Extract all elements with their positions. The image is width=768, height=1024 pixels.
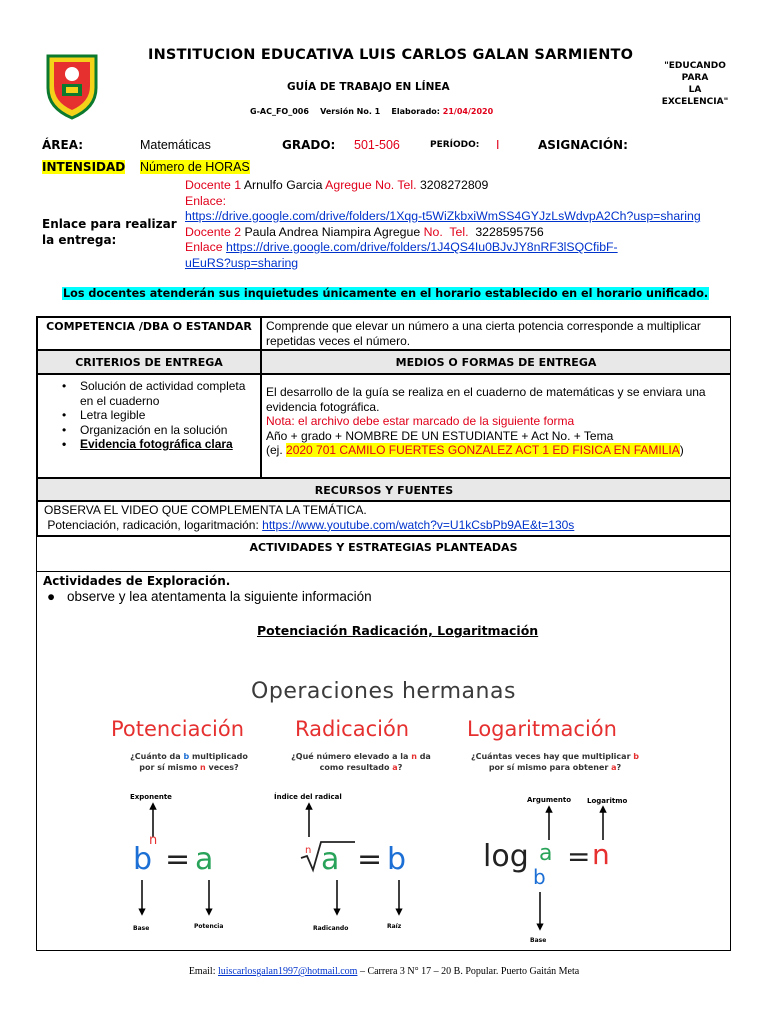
activities-header: ACTIVIDADES Y ESTRATEGIAS PLANTEADAS bbox=[37, 537, 730, 572]
log-equals: = bbox=[567, 840, 591, 873]
medios-text: El desarrollo de la guía se realiza en el cuaderno de matemáticas y se enviara una evidencia fotográfica. bbox=[266, 385, 706, 414]
recursos-line1: OBSERVA EL VIDEO QUE COMPLEMENTA LA TEMÁTICA. bbox=[44, 503, 367, 517]
rad-root-b: b bbox=[387, 842, 407, 877]
logaritmo-label: Logaritmo bbox=[587, 797, 628, 805]
criterio-item: • Organización en la solución bbox=[52, 423, 252, 438]
footer-address: – Carrera 3 N° 17 – 20 B. Popular. Puerto Gaitán Meta bbox=[359, 966, 580, 977]
medios-formato: Año + grado + NOMBRE DE UN ESTUDIANTE + Act No. + Tema bbox=[266, 428, 614, 443]
medios-label: MEDIOS O FORMAS DE ENTREGA bbox=[261, 350, 731, 374]
log-word: log bbox=[483, 839, 529, 874]
rad-radicando-label: Radicando bbox=[313, 925, 349, 932]
criterio-item: • Evidencia fotográfica clara bbox=[52, 437, 252, 452]
criterios-list-cell bbox=[37, 374, 261, 478]
log-arg-a: a bbox=[539, 841, 553, 866]
rad-index-n: n bbox=[305, 845, 312, 856]
activities-section bbox=[36, 536, 731, 951]
docentes-block bbox=[185, 178, 725, 271]
area-label: ÁREA: bbox=[42, 138, 84, 152]
pot-exp-n: n bbox=[149, 833, 158, 848]
guide-title: GUÍA DE TRABAJO EN LÍNEA bbox=[287, 81, 450, 93]
log-base-b: b bbox=[533, 865, 546, 889]
radicacion-question: ¿Qué número elevado a la n da como resultado a? bbox=[291, 752, 431, 772]
area-value: Matemáticas bbox=[140, 138, 211, 152]
enlace2-link-continued[interactable]: uEuRS?usp=sharing bbox=[185, 255, 299, 270]
log-base-label: Base bbox=[530, 937, 547, 944]
periodo-label: PERÍODO: bbox=[430, 140, 480, 150]
info-row bbox=[42, 138, 742, 154]
school-motto: "EDUCANDO PARA LA EXCELENCIA" bbox=[661, 61, 729, 107]
rad-radicand-a: a bbox=[321, 842, 340, 877]
criteria-table bbox=[36, 316, 731, 536]
footer-email-label: Email: bbox=[188, 966, 216, 977]
asignacion-label: ASIGNACIÓN: bbox=[538, 138, 628, 152]
document-code: G-AC_FO_006 bbox=[250, 107, 309, 116]
pot-potencia-label: Potencia bbox=[194, 923, 224, 930]
competencia-text: Comprende que elevar un número a una cierta potencia corresponde a multiplicar repetidas veces el número. bbox=[261, 317, 731, 350]
pot-base-label: Base bbox=[133, 925, 150, 932]
docente1-line: Docente 1 Arnulfo Garcia Agregue No. Tel. 3208272809 bbox=[185, 178, 489, 192]
potenciacion-title: Potenciación bbox=[111, 717, 245, 741]
radicacion-title: Radicación bbox=[295, 717, 410, 741]
enlace1-label: Enlace: bbox=[185, 193, 227, 208]
school-shield-logo bbox=[44, 50, 100, 120]
youtube-link[interactable]: https://www.youtube.com/watch?v=U1kCsbPb9AE&t=130s bbox=[262, 517, 575, 532]
exploracion-title: Actividades de Exploración. bbox=[43, 574, 231, 588]
footer-email-link[interactable]: luiscarlosgalan1997@hotmail.com bbox=[217, 966, 358, 977]
intensidad-value: Número de HORAS bbox=[140, 160, 250, 174]
criterio-item: • Solución de actividad completa en el cuaderno bbox=[52, 379, 252, 408]
logaritmacion-question: ¿Cuántas veces hay que multiplicar b por sí mismo para obtener a? bbox=[470, 752, 640, 772]
rad-equals: = bbox=[357, 842, 383, 877]
elaborado-date: 21/04/2020 bbox=[442, 107, 494, 116]
intensidad-label: INTENSIDAD bbox=[42, 160, 126, 174]
page-footer bbox=[0, 966, 768, 977]
recursos-label: RECURSOS Y FUENTES bbox=[37, 478, 731, 501]
argumento-label: Argumento bbox=[527, 796, 572, 804]
docente2-line: Docente 2 Paula Andrea Niampira Agregue No. Tel. 3228595756 bbox=[185, 224, 544, 239]
enlace1-link[interactable]: https://drive.google.com/drive/folders/1Xqg-t5WiZkbxiWmSS4GYJzLsWdvpA2Ch?usp=sharing bbox=[185, 209, 701, 223]
enlace2-link[interactable]: https://drive.google.com/drive/folders/1J4QS4Iu0BJvJY8nRF3lSQCfibF- bbox=[226, 240, 618, 254]
pot-result-a: a bbox=[195, 842, 214, 877]
formulas-diagram bbox=[37, 782, 729, 952]
enlace-label: Enlace para realizar la entrega: bbox=[42, 217, 177, 247]
document-version: Versión No. 1 bbox=[320, 107, 381, 116]
pot-equals: = bbox=[165, 842, 191, 877]
medios-nota: Nota: el archivo debe estar marcado de la siguiente forma bbox=[266, 414, 575, 428]
recursos-cell bbox=[37, 501, 731, 537]
periodo-value: I bbox=[496, 138, 500, 152]
log-result-n: n bbox=[592, 838, 610, 871]
criterio-item: • Letra legible bbox=[52, 408, 252, 423]
document-code-line bbox=[250, 107, 493, 116]
logaritmacion-title: Logaritmación bbox=[467, 717, 617, 741]
medios-ejemplo: (ej. 2020 701 CAMILO FUERTES GONZALEZ ACT 1 ED FISICA EN FAMILIA) bbox=[266, 443, 684, 457]
grado-label: GRADO: bbox=[282, 138, 336, 152]
indice-label: Índice del radical bbox=[274, 793, 342, 801]
rad-raiz-label: Raíz bbox=[387, 923, 402, 930]
elaborado-label: Elaborado: bbox=[391, 107, 440, 116]
medios-cell bbox=[261, 374, 731, 478]
criterios-label: CRITERIOS DE ENTREGA bbox=[37, 350, 261, 374]
pot-base-b: b bbox=[133, 842, 153, 877]
enlace2-label: Enlace bbox=[185, 240, 223, 254]
institution-title: INSTITUCION EDUCATIVA LUIS CARLOS GALAN SARMIENTO bbox=[148, 47, 634, 63]
competencia-label: COMPETENCIA /DBA O ESTANDAR bbox=[37, 317, 261, 350]
recursos-line2-prefix: Potenciación, radicación, logaritmación: bbox=[47, 517, 259, 532]
activities-subtitle: Potenciación Radicación, Logaritmación bbox=[257, 623, 539, 638]
exponente-label: Exponente bbox=[130, 793, 172, 801]
infographic-title: Operaciones hermanas bbox=[251, 679, 516, 704]
grado-value: 501-506 bbox=[354, 138, 400, 152]
potenciacion-question: ¿Cuánto da b multiplicado por sí mismo n veces? bbox=[130, 752, 248, 772]
exploracion-bullet: ● observe y lea atentamenta la siguiente información bbox=[47, 589, 372, 604]
schedule-notice: Los docentes atenderán sus inquietudes únicamente en el horario establecido en el horario unificado. bbox=[63, 287, 709, 300]
